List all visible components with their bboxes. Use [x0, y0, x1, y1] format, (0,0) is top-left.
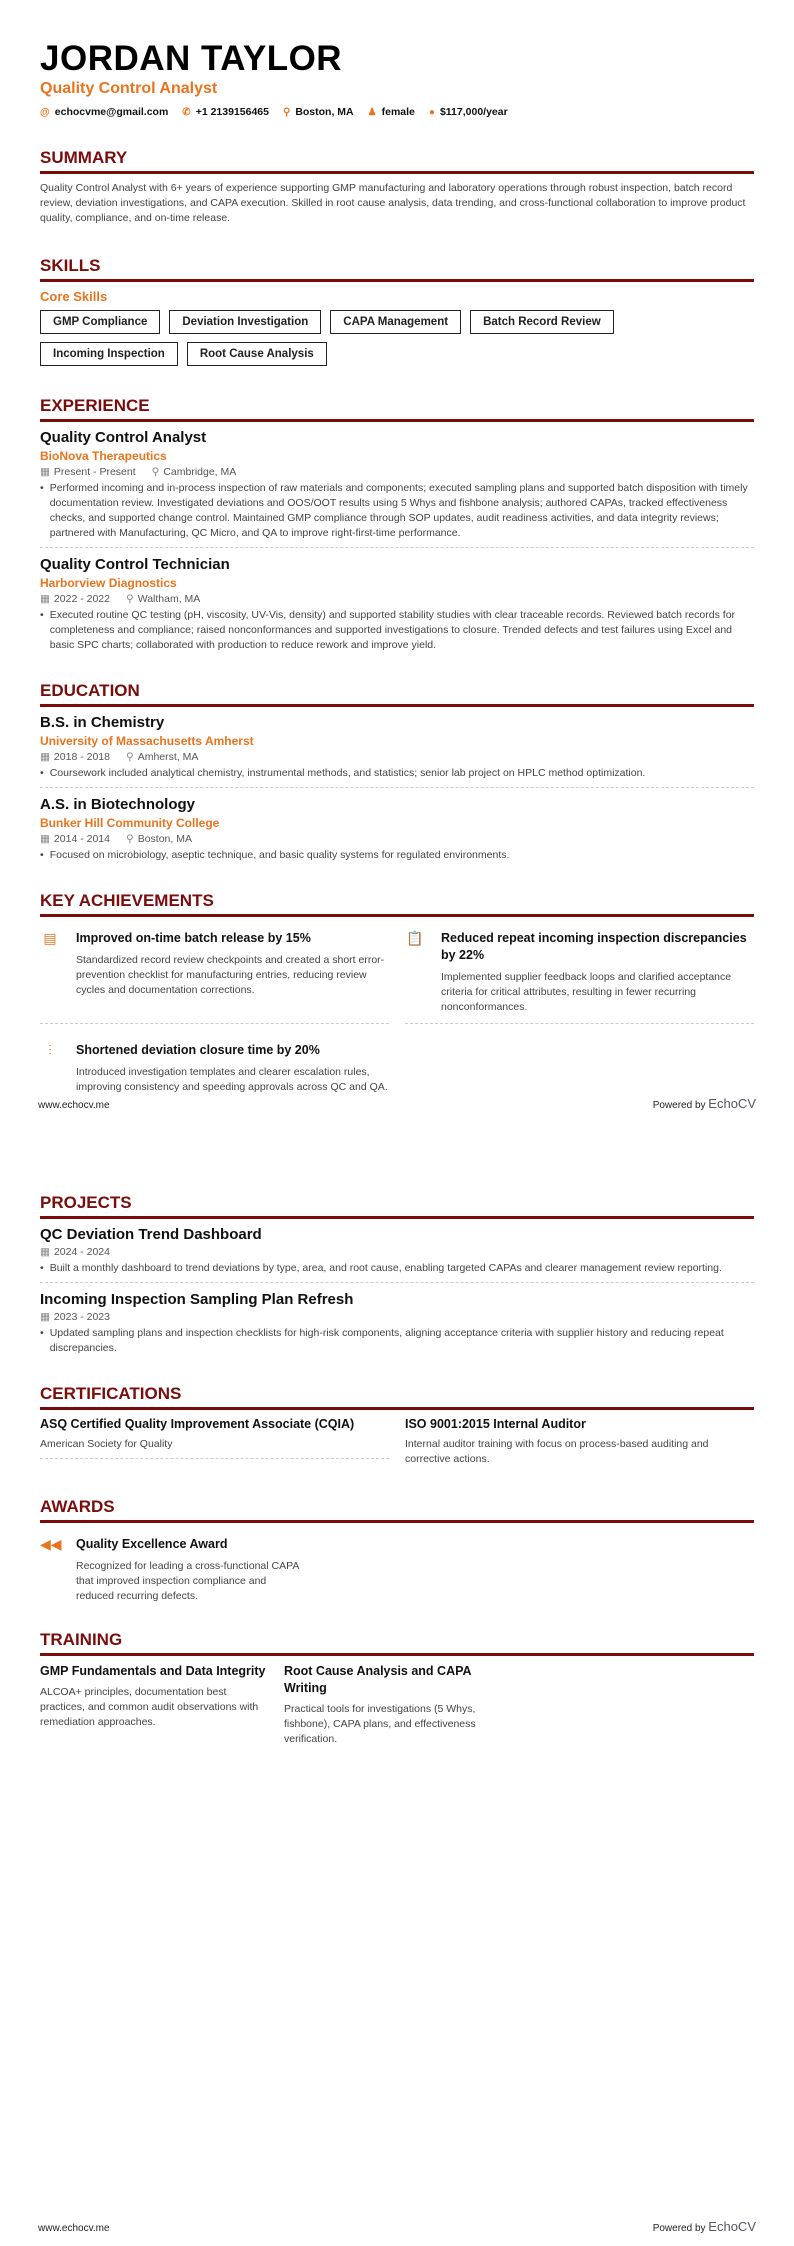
- skill-chip: Root Cause Analysis: [187, 342, 327, 366]
- phone-text: +1 2139156465: [195, 106, 269, 118]
- contact-email[interactable]: [40, 106, 168, 118]
- dates: 2022 - 2022: [53, 593, 110, 605]
- card-icon: ▤: [43, 930, 57, 946]
- project-item: [40, 1226, 754, 1283]
- contact-gender: [368, 106, 415, 118]
- achievement-item: [40, 924, 389, 1024]
- achievement-item: [40, 1036, 389, 1103]
- section-heading: TRAINING: [40, 1630, 754, 1656]
- school: University of Massachusetts Amherst: [40, 734, 254, 748]
- page-2: [0, 1123, 794, 2246]
- achievements-section: [40, 891, 754, 1115]
- section-heading: PROJECTS: [40, 1193, 754, 1219]
- school: Bunker Hill Community College: [40, 816, 220, 830]
- page-footer: [38, 1096, 756, 1111]
- location-icon: ⚲: [125, 751, 134, 763]
- brand-logo[interactable]: EchoCV: [708, 1096, 756, 1111]
- skill-chip: Deviation Investigation: [169, 310, 321, 334]
- bullet-text: Updated sampling plans and inspection checklists for high-risk components, aligning acceptance criteria with supplier history and reducing repeat discrepancies.: [49, 1327, 724, 1354]
- certification-title: ISO 9001:2015 Internal Auditor: [405, 1417, 586, 1431]
- bullet-icon: •: [40, 482, 44, 494]
- bullet-text: Coursework included analytical chemistry, instrumental methods, and statistics; senior lab project on HPLC method optimization.: [49, 767, 646, 779]
- page-footer: [38, 2219, 756, 2234]
- education-item: [40, 714, 754, 788]
- calendar-icon: ▦: [40, 1246, 50, 1258]
- project-title: Incoming Inspection Sampling Plan Refresh: [40, 1291, 354, 1308]
- achievement-title: Shortened deviation closure time by 20%: [76, 1043, 320, 1057]
- training-item: [40, 1663, 270, 1747]
- dates: 2014 - 2014: [53, 833, 110, 845]
- bullet-text: Executed routine QC testing (pH, viscosity, UV-Vis, density) and supported stability studies with clear traceable records. Reviewed batch records for completeness and compliance; raised nonconformances and supported investigations to closure. Trended defects and test failures using Excel and basic SPC charts; collaborated with production to reduce rework and improve yield.: [49, 609, 736, 651]
- location: Amherst, MA: [137, 751, 199, 763]
- calendar-icon: ▦: [40, 593, 50, 605]
- section-heading: KEY ACHIEVEMENTS: [40, 891, 754, 917]
- degree: B.S. in Chemistry: [40, 714, 165, 731]
- achievement-item: [405, 924, 754, 1024]
- summary-section: [40, 148, 754, 226]
- job-title: Quality Control Technician: [40, 556, 230, 573]
- calendar-icon: ▦: [40, 751, 50, 763]
- certification-text: Internal auditor training with focus on process-based auditing and corrective actions.: [405, 1438, 709, 1465]
- powered-by-label: Powered by: [652, 1100, 706, 1111]
- training-title: Root Cause Analysis and CAPA Writing: [284, 1664, 472, 1695]
- location-icon: ⚲: [125, 593, 134, 605]
- experience-item: [40, 556, 754, 659]
- dates: 2023 - 2023: [53, 1311, 110, 1323]
- clipboard-icon: 📋: [406, 930, 424, 946]
- achievement-text: Introduced investigation templates and clearer escalation rules, improving consistency and speeding approvals across QC and QA.: [76, 1066, 388, 1093]
- training-text: Practical tools for investigations (5 Whys, fishbone), CAPA plans, and effectiveness verification.: [284, 1703, 476, 1745]
- footer-url[interactable]: www.echocv.me: [38, 1100, 110, 1111]
- location: Cambridge, MA: [163, 466, 237, 478]
- calendar-icon: ▦: [40, 466, 50, 478]
- certifications-section: [40, 1384, 754, 1467]
- email-text: echocvme@gmail.com: [54, 106, 169, 118]
- certification-item: [40, 1417, 389, 1459]
- dates: Present - Present: [53, 466, 136, 478]
- experience-item: [40, 429, 754, 548]
- section-heading: CERTIFICATIONS: [40, 1384, 754, 1410]
- bullet-text: Focused on microbiology, aseptic technique, and basic quality systems for regulated environments.: [49, 849, 510, 861]
- project-title: QC Deviation Trend Dashboard: [40, 1226, 262, 1243]
- degree: A.S. in Biotechnology: [40, 796, 196, 813]
- section-heading: EXPERIENCE: [40, 396, 754, 422]
- projects-section: [40, 1193, 754, 1362]
- bullet-icon: •: [40, 767, 44, 779]
- education-section: [40, 681, 754, 869]
- calendar-icon: ▦: [40, 1311, 50, 1323]
- location-icon: ⚲: [151, 466, 160, 478]
- award-item: [40, 1530, 300, 1612]
- location-text: Boston, MA: [295, 106, 354, 118]
- skill-chip: GMP Compliance: [40, 310, 160, 334]
- certification-item: [405, 1417, 754, 1467]
- training-item: [284, 1663, 514, 1747]
- award-icon: ◀◀: [40, 1536, 62, 1552]
- section-heading: EDUCATION: [40, 681, 754, 707]
- award-title: Quality Excellence Award: [76, 1537, 228, 1551]
- calendar-icon: ▦: [40, 833, 50, 845]
- candidate-title: Quality Control Analyst: [40, 80, 218, 97]
- location-icon: ⚲: [125, 833, 134, 845]
- training-section: [40, 1630, 754, 1747]
- skill-chip: Incoming Inspection: [40, 342, 178, 366]
- bullet-icon: •: [40, 609, 44, 621]
- contact-salary: [429, 106, 508, 118]
- salary-text: $117,000/year: [439, 106, 508, 118]
- bullet-text: Built a monthly dashboard to trend deviations by type, area, and root cause, enabling targeted CAPAs and clearer management review reporting.: [49, 1262, 722, 1274]
- at-icon: @: [40, 107, 50, 118]
- location: Waltham, MA: [137, 593, 201, 605]
- location-icon: ⚲: [282, 107, 291, 118]
- skill-chip: CAPA Management: [330, 310, 461, 334]
- company-name: BioNova Therapeutics: [40, 449, 167, 463]
- summary-text: Quality Control Analyst with 6+ years of experience supporting GMP manufacturing and laboratory operations through robust inspection, batch record review, deviation investigations, and CAPA execution. Skilled in root cause analysis, data trending, and cross-functional collaboration to improve product quality, compliance, and on-time release.: [40, 182, 746, 224]
- section-heading: AWARDS: [40, 1497, 754, 1523]
- contact-phone[interactable]: [182, 106, 269, 118]
- person-icon: ♟: [367, 107, 377, 118]
- skills-section: [40, 256, 754, 366]
- footer-url[interactable]: www.echocv.me: [38, 2223, 110, 2234]
- training-title: GMP Fundamentals and Data Integrity: [40, 1664, 266, 1678]
- brand-logo[interactable]: EchoCV: [708, 2219, 756, 2234]
- education-item: [40, 796, 754, 869]
- bullet-icon: •: [40, 1327, 44, 1339]
- skill-group-title: Core Skills: [40, 289, 108, 304]
- dates: 2024 - 2024: [53, 1246, 110, 1258]
- bullet-icon: •: [40, 1262, 44, 1274]
- sliders-icon: ⫶: [48, 1042, 52, 1058]
- certification-title: ASQ Certified Quality Improvement Associate (CQIA): [40, 1417, 355, 1431]
- contact-location: [283, 106, 354, 118]
- salary-icon: ●: [428, 107, 435, 118]
- dates: 2018 - 2018: [53, 751, 110, 763]
- training-text: ALCOA+ principles, documentation best practices, and common audit observations with remediation approaches.: [40, 1686, 259, 1728]
- awards-section: [40, 1497, 754, 1612]
- achievement-text: Standardized record review checkpoints and created a short error-prevention checklist for manufacturing entries, reducing review cycles and documentation corrections.: [76, 954, 385, 996]
- achievement-title: Improved on-time batch release by 15%: [76, 931, 311, 945]
- award-text: Recognized for leading a cross-functional CAPA that improved inspection compliance and reduced recurring defects.: [76, 1560, 299, 1602]
- skill-chip: Batch Record Review: [470, 310, 614, 334]
- contact-bar: [40, 106, 754, 118]
- achievement-text: Implemented supplier feedback loops and clarified acceptance criteria for critical attributes, resulting in fewer recurring nonconformances.: [441, 971, 732, 1013]
- project-item: [40, 1291, 754, 1362]
- bullet-text: Performed incoming and in-process inspection of raw materials and components; executed sampling plans and supported batch disposition with timely documentation review. Investigated deviations and OOS/OOT results using 5 Whys and fishbone analysis; authored CAPAs, tracked effectiveness checks, and supported change control. Maintained GMP compliance through SOP updates, audit readiness activities, and data integrity reviews; partnered with Manufacturing, QC Micro, and QA to improve right-first-time performance.: [49, 482, 748, 539]
- powered-by-label: Powered by: [652, 2223, 706, 2234]
- achievement-title: Reduced repeat incoming inspection discrepancies by 22%: [441, 931, 747, 962]
- section-heading: SKILLS: [40, 256, 754, 282]
- section-heading: SUMMARY: [40, 148, 754, 174]
- candidate-name: JORDAN TAYLOR: [40, 39, 343, 78]
- bullet-icon: •: [40, 849, 44, 861]
- certification-issuer: American Society for Quality: [40, 1438, 173, 1450]
- gender-text: female: [381, 106, 415, 118]
- location: Boston, MA: [137, 833, 192, 845]
- company-name: Harborview Diagnostics: [40, 576, 177, 590]
- phone-icon: ✆: [182, 107, 191, 118]
- experience-section: [40, 396, 754, 659]
- job-title: Quality Control Analyst: [40, 429, 207, 446]
